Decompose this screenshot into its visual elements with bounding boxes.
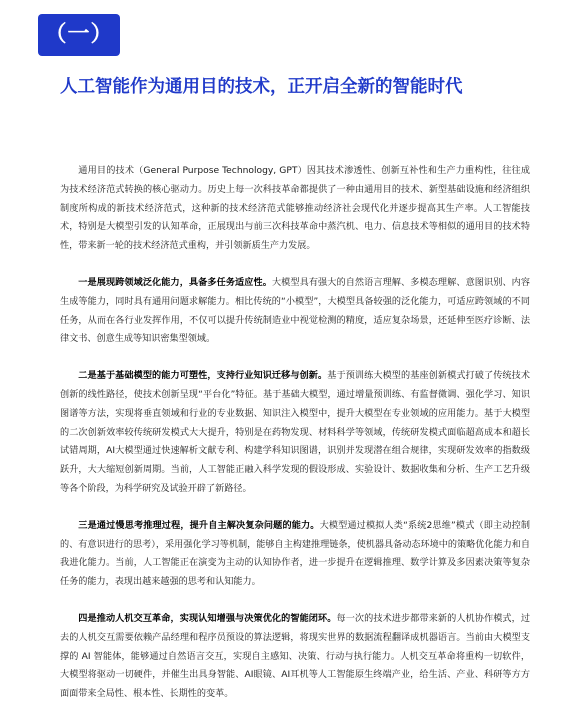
- paragraph-lead: 一是展现跨领域泛化能力，具备多任务适应性。: [78, 277, 272, 288]
- paragraph-lead: 三是通过慢思考推理过程，提升自主解决复杂问题的能力。: [78, 520, 320, 531]
- paragraph-text: 通用目的技术（General Purpose Technology, GPT）因其技术渗透性、创新互补性和生产力重构性，往往成为技术经济范式转换的核心驱动力。历史上每一次科技革命都提供了一种由通用目的技术、新型基础设施和经济组织制度所构成的新技术经济范式，这种新的技术经济范式能够推动经济社会现代化并逐步提高其生产率。人工智能技术，特别是大模型引发的认知革命，正展现出与前三次科技革命中蒸汽机、电力、信息技术等相似的通用目的技术特性，带来新一轮的技术经济范式重构，并引领新质生产力发展。: [60, 166, 530, 252]
- body-text: [60, 162, 530, 722]
- paragraph-text: 每一次的技术进步都带来新的人机协作模式，过去的人机交互需要依赖产品经理和程序员预设的算法逻辑，将现实世界的数据流程翻译成机器语言。当前由大模型支撑的 AI 智能体，能够通过自然语言交互，实现自主感知、决策、行动与执行能力。人机交互革命将重构一切软件，大模型将驱动一切硬件，并催生出具身智能、AI眼镜、AI耳机等人工智能原生终端产业，给生活、产业、科研等方方面面带来全局性、根本性、长期性的变革。: [60, 613, 531, 700]
- section-heading: 人工智能作为通用目的技术，正开启全新的智能时代: [60, 77, 463, 97]
- paragraph-point-2: [60, 367, 530, 499]
- paragraph-point-4: [60, 610, 530, 704]
- section-number-badge: （一）: [38, 14, 120, 56]
- paragraph-intro: [60, 162, 530, 256]
- paragraph-text: 基于预训练大模型的基座创新模式打破了传统技术创新的线性路径，使技术创新呈现“平台化”特征。基于基础大模型，通过增量预训练、有监督微调、强化学习、知识图谱等方法，实现将垂直领域和行业的专业数据、知识注入模型中，提升大模型在专业领域的应用能力。基于大模型的二次创新效率较传统研发模式大大提升，特别是在药物发现、材料科学等领域，传统研发模式面临超高成本和超长试错周期，AI大模型通过快速解析文献专利、构建学科知识图谱，识别并发现潜在组合规律，实现研发效率的指数级跃升，大大缩短创新周期。当前，人工智能正融入科学发现的假设形成、实验设计、数据收集和分析、生产工艺升级等各个阶段，为科学研究及试验开辟了新路径。: [60, 371, 531, 494]
- paragraph-lead: 四是推动人机交互革命，实现认知增强与决策优化的智能闭环。: [78, 613, 337, 624]
- paragraph-text: 大模型具有强大的自然语言理解、多模态理解、意图识别、内容生成等能力，同时具有通用问题求解能力。相比传统的“小模型”，大模型具备较强的泛化能力，可适应跨领域的不同任务，从而在各行业发挥作用，不仅可以提升传统制造业中视觉检测的精度，适应复杂场景，还延伸至医疗诊断、法律文书、创意生成等知识密集型领域。: [60, 277, 531, 345]
- paragraph-lead: 二是基于基础模型的能力可塑性，支持行业知识迁移与创新。: [78, 371, 328, 382]
- paragraph-point-1: [60, 274, 530, 349]
- paragraph-text: 大模型通过模拟人类“系统2思维”模式（即主动控制的、有意识进行的思考），采用强化学习等机制，能够自主构建推理链条，使机器具备动态环境中的策略优化能力和自我进化能力。当前，人工智能正在演变为主动的认知协作者，进一步提升在逻辑推理、数学计算及多因素决策等复杂任务的能力，表现出越来越强的思考和认知能力。: [60, 520, 530, 588]
- paragraph-point-3: [60, 517, 530, 592]
